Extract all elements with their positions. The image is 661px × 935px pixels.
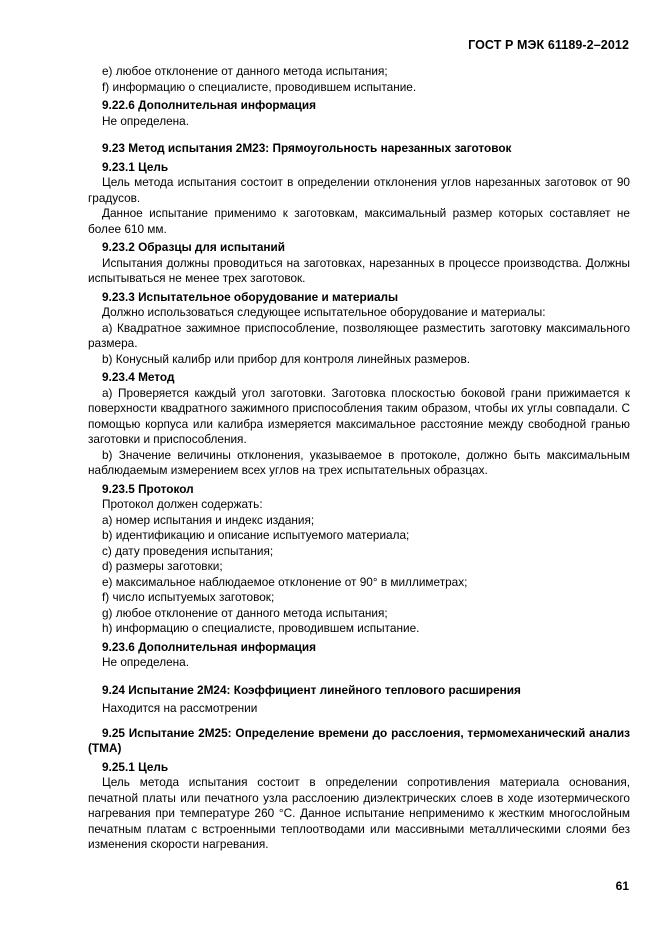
section-heading: 9.23.6 Дополнительная информация [102,639,316,654]
list-item: f) число испытуемых заготовок; [102,590,275,604]
page-number: 61 [615,879,629,893]
section-heading: 9.24 Испытание 2M24: Коэффициент линейного теплового расширения [102,682,521,697]
document-body [88,64,630,853]
section-heading: 9.25 Испытание 2M25: Определение времени до расслоения, термомеханический анализ (ТМА) [88,725,630,755]
list-item: b) идентификацию и описание испытуемого материала; [102,528,410,542]
list-item: e) максимальное наблюдаемое отклонение от 90° в миллиметрах; [102,574,468,589]
section-heading: 9.23.2 Образцы для испытаний [102,240,286,254]
list-item: g) любое отклонение от данного метода испытания; [102,605,388,620]
list-item: f) информацию о специалисте, проводившем испытание. [102,79,417,94]
section-heading: 9.23.4 Метод [102,370,175,384]
list-item: d) размеры заготовки; [102,559,223,573]
paragraph: Протокол должен содержать: [102,497,263,511]
list-item: e) любое отклонение от данного метода испытания; [102,64,388,78]
paragraph: Испытания должны проводиться на заготовках, нарезанных в процессе производства. Должны испытываться не менее трех заготовок. [88,255,630,285]
list-item: h) информацию о специалисте, проводившем испытание. [102,621,420,635]
section-heading: 9.25.1 Цель [102,759,169,774]
section-heading: 9.22.6 Дополнительная информация [102,98,316,112]
paragraph: Данное испытание применимо к заготовкам, максимальный размер которых составляет не более 610 мм. [88,206,630,236]
section-heading: 9.23.3 Испытательное оборудование и материалы [102,289,399,304]
paragraph: Находится на рассмотрении [102,701,258,715]
list-item: a) Квадратное зажимное приспособление, позволяющее разместить заготовку максимального размера. [88,320,630,350]
paragraph: Не определена. [102,113,190,128]
section-heading: 9.23.1 Цель [102,159,169,174]
list-item: c) дату проведения испытания; [102,543,274,558]
paragraph: Цель метода испытания состоит в определении отклонения углов нарезанных заготовок от 90 градусов. [88,175,630,205]
paragraph: a) Проверяется каждый угол заготовки. Заготовка плоскостью боковой грани прижимается к поверхности квадратного зажимного приспособления таким образом, чтобы их углы совпадали. С помощью корпуса или калибра измеряется максимальное расстояние между свободной гранью заготовки и приспособления. [88,385,630,446]
document-header: ГОСТ Р МЭК 61189-2–2012 [468,38,629,52]
list-item: a) номер испытания и индекс издания; [102,512,315,527]
paragraph: b) Значение величины отклонения, указываемое в протоколе, должно быть максимальным наблюдаемым измерением всех углов на трех испытательных образцах. [88,447,630,477]
list-item: b) Конусный калибр или прибор для контроля линейных размеров. [102,351,470,366]
paragraph: Цель метода испытания состоит в определении сопротивления материала основания, печатной платы или печатного узла расслоению диэлектрических слоев в ходе изотермического нагревания при температуре 260 °С. Данное испытание неприменимо к жестким многослойным печатным платам с встроенными теплоотводами или массивными металлическими слоями без изменения скорости нагревания. [88,775,630,851]
paragraph: Должно использоваться следующее испытательное оборудование и материалы: [102,305,546,319]
paragraph: Не определена. [102,655,190,669]
section-heading: 9.23.5 Протокол [102,481,194,496]
section-heading: 9.23 Метод испытания 2M23: Прямоугольность нарезанных заготовок [102,141,512,155]
